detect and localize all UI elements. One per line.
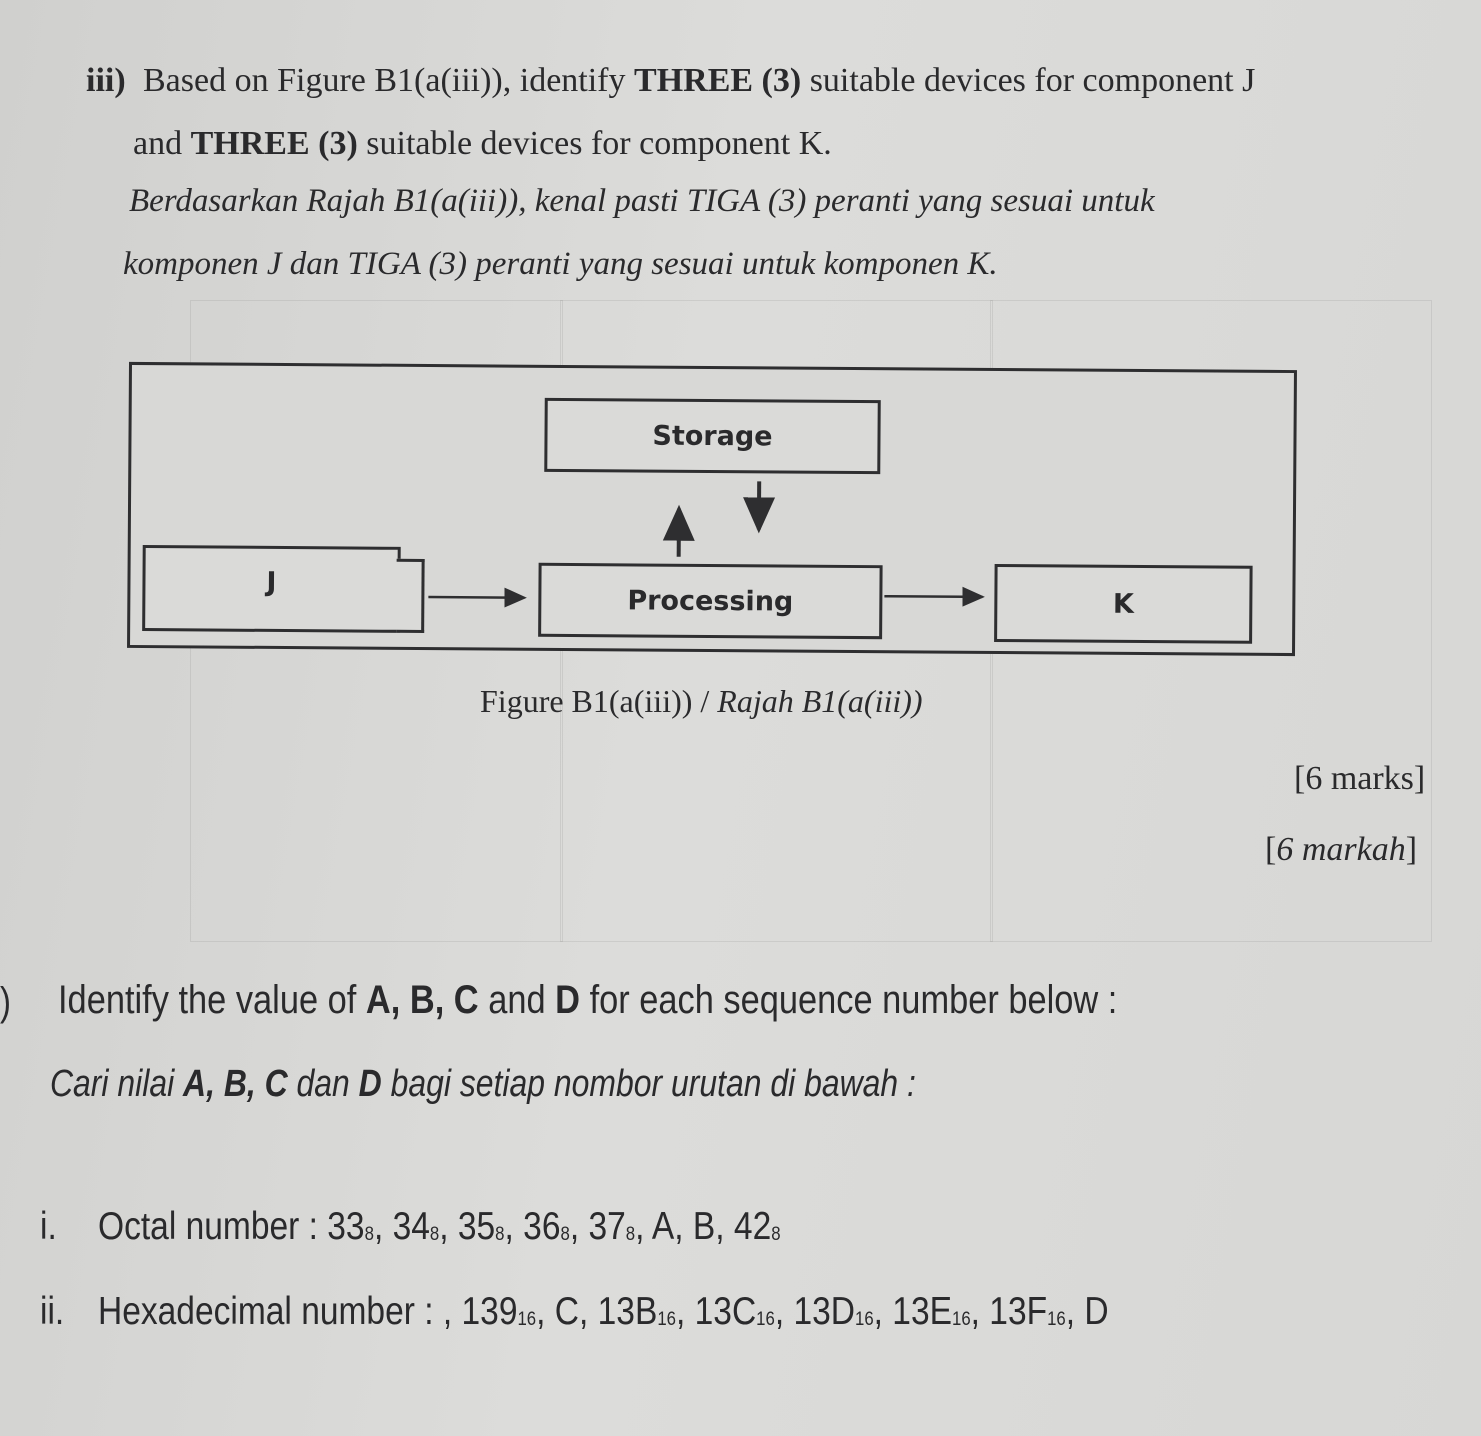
component-j-box-edge	[396, 559, 425, 633]
hex-sequence-item	[98, 1292, 1109, 1331]
question-text-en-line2: and THREE (3) suitable devices for component K.	[133, 125, 832, 162]
base-subscript: 16	[756, 1307, 775, 1330]
item-i-number: i.	[40, 1205, 57, 1248]
base-subscript: 16	[1047, 1307, 1066, 1330]
sequence-term: 36	[523, 1205, 561, 1248]
base-subscript: 16	[855, 1307, 874, 1330]
sequence-term: 13B	[597, 1290, 658, 1333]
question-text-ms-line2: komponen J dan TIGA (3) peranti yang sesuai untuk komponen K.	[123, 246, 998, 282]
base-subscript: 16	[657, 1307, 677, 1330]
sequence-term: C	[554, 1290, 580, 1333]
question-number: iii)	[86, 62, 126, 99]
base-subscript: 8	[429, 1222, 440, 1245]
sequence-term: 13C	[694, 1290, 757, 1333]
question-b-number: )	[0, 980, 11, 1024]
sequence-term: 13F	[989, 1290, 1048, 1333]
base-subscript: 16	[517, 1307, 537, 1330]
sequence-term: 35	[457, 1205, 496, 1248]
question-text-en-line1: Based on Figure B1(a(iii)), identify THREE (3) suitable devices for component J	[143, 62, 1256, 99]
figure-caption: Figure B1(a(iii)) / Rajah B1(a(iii))	[480, 683, 923, 719]
processing-label: Processing	[627, 584, 794, 618]
sequence-term: 37	[588, 1205, 626, 1248]
marks-ms: [6 markah]	[1265, 831, 1418, 868]
sequence-term: D	[1084, 1290, 1109, 1333]
component-j-label: J	[266, 566, 277, 598]
base-subscript: 8	[771, 1222, 781, 1245]
item-ii-number: ii.	[40, 1290, 65, 1333]
sequence-term: 33	[327, 1205, 365, 1248]
octal-sequence: $33_8$, $34_8$, $35_8$, $36_8$, $37_8$, A, B, $42_8$	[327, 1205, 781, 1248]
sequence-term: 34	[392, 1205, 430, 1248]
octal-sequence-item	[98, 1207, 781, 1246]
storage-box	[544, 398, 881, 474]
base-subscript: 8	[364, 1222, 374, 1245]
sequence-term: A	[651, 1205, 675, 1248]
storage-label: Storage	[652, 420, 773, 452]
hex-sequence: $139_{16}$, C, $13B_{16}$, $13C_{16}$, $13D_{16}$, $13E_{16}$, $13F_{16}$, D	[461, 1290, 1109, 1333]
item-prefix: Octal number :	[98, 1205, 328, 1248]
item-prefix: Hexadecimal number : ,	[98, 1290, 462, 1333]
sequence-term: 139	[461, 1290, 518, 1333]
arrow-processing-to-k	[884, 596, 982, 597]
component-k-label: K	[1112, 588, 1134, 620]
processing-box	[538, 563, 883, 639]
figure-b1-diagram	[127, 362, 1297, 656]
component-k-box	[994, 564, 1253, 644]
base-subscript: 16	[951, 1307, 971, 1330]
sequence-term: B	[692, 1205, 716, 1248]
base-subscript: 8	[560, 1222, 570, 1245]
sequence-term: 13E	[892, 1290, 952, 1333]
question-text-ms-line1: Berdasarkan Rajah B1(a(iii)), kenal pasti TIGA (3) peranti yang sesuai untuk	[129, 183, 1155, 219]
question-b-text-ms: Cari nilai A, B, C dan D bagi setiap nombor urutan di bawah :	[50, 1063, 916, 1105]
arrow-j-to-processing	[428, 597, 524, 598]
sequence-term: 42	[733, 1205, 772, 1248]
marks-en: [6 marks]	[1294, 760, 1426, 797]
sequence-term: 13D	[793, 1290, 856, 1333]
question-b-text-en: Identify the value of A, B, C and D for each sequence number below :	[58, 978, 1118, 1022]
base-subscript: 8	[495, 1222, 505, 1245]
base-subscript: 8	[625, 1222, 636, 1245]
component-j-box	[142, 545, 401, 633]
